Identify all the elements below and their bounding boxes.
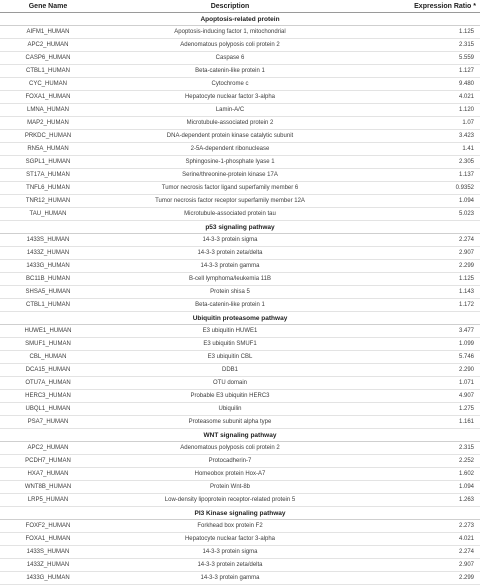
header-description: Description bbox=[96, 0, 364, 13]
table-row bbox=[0, 338, 480, 351]
table-row bbox=[0, 533, 480, 546]
table-row bbox=[0, 455, 480, 468]
description-cell: E3 ubiquitin SMUF1 bbox=[96, 338, 364, 351]
gene-name-cell: RN5A_HUMAN bbox=[0, 143, 96, 156]
description-cell: 2-5A-dependent ribonuclease bbox=[96, 143, 364, 156]
expression-ratio-cell: 3.423 bbox=[364, 130, 480, 143]
gene-name-cell: PRKDC_HUMAN bbox=[0, 130, 96, 143]
description-cell: E3 ubiquitin CBL bbox=[96, 351, 364, 364]
description-cell: Protein shisa 5 bbox=[96, 286, 364, 299]
section-title: p53 signaling pathway bbox=[0, 221, 480, 234]
description-cell: Hepatocyte nuclear factor 3-alpha bbox=[96, 533, 364, 546]
gene-name-cell: TNFL6_HUMAN bbox=[0, 182, 96, 195]
expression-ratio-cell: 2.907 bbox=[364, 559, 480, 572]
table-row bbox=[0, 91, 480, 104]
table-row bbox=[0, 26, 480, 39]
expression-ratio-cell: 5.559 bbox=[364, 52, 480, 65]
table-row bbox=[0, 65, 480, 78]
description-cell: OTU domain bbox=[96, 377, 364, 390]
table-row bbox=[0, 39, 480, 52]
description-cell: Ubiquilin bbox=[96, 403, 364, 416]
description-cell: 14-3-3 protein sigma bbox=[96, 546, 364, 559]
expression-ratio-cell: 1.099 bbox=[364, 338, 480, 351]
description-cell: Low-density lipoprotein receptor-related protein 5 bbox=[96, 494, 364, 507]
table-row bbox=[0, 559, 480, 572]
table-row bbox=[0, 364, 480, 377]
description-cell: Tumor necrosis factor ligand superfamily member 6 bbox=[96, 182, 364, 195]
expression-ratio-cell: 4.907 bbox=[364, 390, 480, 403]
description-cell: Tumor necrosis factor receptor superfamily member 12A bbox=[96, 195, 364, 208]
expression-ratio-cell: 2.907 bbox=[364, 247, 480, 260]
expression-ratio-cell: 1.071 bbox=[364, 377, 480, 390]
gene-name-cell: BC11B_HUMAN bbox=[0, 273, 96, 286]
table-row bbox=[0, 273, 480, 286]
gene-name-cell: HERC3_HUMAN bbox=[0, 390, 96, 403]
table-row bbox=[0, 104, 480, 117]
expression-ratio-cell: 1.161 bbox=[364, 416, 480, 429]
table-row bbox=[0, 299, 480, 312]
gene-name-cell: 1433S_HUMAN bbox=[0, 234, 96, 247]
gene-name-cell: AIFM1_HUMAN bbox=[0, 26, 96, 39]
section-title: Apoptosis-related protein bbox=[0, 13, 480, 26]
section-title: PI3 Kinase signaling pathway bbox=[0, 507, 480, 520]
description-cell: Proteasome subunit alpha type bbox=[96, 416, 364, 429]
description-cell: E3 ubiquitin HUWE1 bbox=[96, 325, 364, 338]
gene-name-cell: FOXA1_HUMAN bbox=[0, 533, 96, 546]
header-row bbox=[0, 0, 480, 13]
expression-ratio-cell: 2.273 bbox=[364, 520, 480, 533]
expression-ratio-cell: 1.125 bbox=[364, 273, 480, 286]
description-cell: Lamin-A/C bbox=[96, 104, 364, 117]
description-cell: Adenomatous polyposis coli protein 2 bbox=[96, 442, 364, 455]
table-row bbox=[0, 130, 480, 143]
section-row bbox=[0, 13, 480, 26]
description-cell: 14-3-3 protein zeta/delta bbox=[96, 559, 364, 572]
header-gene-name: Gene Name bbox=[0, 0, 96, 13]
expression-ratio-cell: 4.021 bbox=[364, 91, 480, 104]
gene-name-cell: FOXA1_HUMAN bbox=[0, 91, 96, 104]
section-row bbox=[0, 312, 480, 325]
gene-name-cell: MAP2_HUMAN bbox=[0, 117, 96, 130]
expression-ratio-cell: 1.120 bbox=[364, 104, 480, 117]
expression-ratio-cell: 1.094 bbox=[364, 195, 480, 208]
description-cell: Probable E3 ubiquitin HERC3 bbox=[96, 390, 364, 403]
description-cell: Cytochrome c bbox=[96, 78, 364, 91]
table-row bbox=[0, 286, 480, 299]
expression-ratio-cell: 1.41 bbox=[364, 143, 480, 156]
description-cell: 14-3-3 protein zeta/delta bbox=[96, 247, 364, 260]
gene-name-cell: SMUF1_HUMAN bbox=[0, 338, 96, 351]
section-title: Ubiquitin proteasome pathway bbox=[0, 312, 480, 325]
gene-name-cell: CASP6_HUMAN bbox=[0, 52, 96, 65]
gene-name-cell: 1433Z_HUMAN bbox=[0, 559, 96, 572]
table-row bbox=[0, 260, 480, 273]
description-cell: Homeobox protein Hox-A7 bbox=[96, 468, 364, 481]
gene-name-cell: HUWE1_HUMAN bbox=[0, 325, 96, 338]
table-row bbox=[0, 572, 480, 585]
expression-ratio-cell: 1.172 bbox=[364, 299, 480, 312]
table-row bbox=[0, 78, 480, 91]
expression-ratio-cell: 2.315 bbox=[364, 39, 480, 52]
expression-ratio-cell: 1.143 bbox=[364, 286, 480, 299]
gene-name-cell: PCDH7_HUMAN bbox=[0, 455, 96, 468]
description-cell: Caspase 6 bbox=[96, 52, 364, 65]
gene-name-cell: 1433G_HUMAN bbox=[0, 260, 96, 273]
description-cell: Protocadherin-7 bbox=[96, 455, 364, 468]
expression-ratio-cell: 1.275 bbox=[364, 403, 480, 416]
table-row bbox=[0, 117, 480, 130]
description-cell: 14-3-3 protein gamma bbox=[96, 260, 364, 273]
table-row bbox=[0, 351, 480, 364]
expression-ratio-cell: 9.480 bbox=[364, 78, 480, 91]
table-row bbox=[0, 377, 480, 390]
description-cell: Hepatocyte nuclear factor 3-alpha bbox=[96, 91, 364, 104]
gene-name-cell: OTU7A_HUMAN bbox=[0, 377, 96, 390]
description-cell: Beta-catenin-like protein 1 bbox=[96, 299, 364, 312]
gene-name-cell: SGPL1_HUMAN bbox=[0, 156, 96, 169]
gene-name-cell: TAU_HUMAN bbox=[0, 208, 96, 221]
table-row bbox=[0, 403, 480, 416]
expression-ratio-cell: 5.746 bbox=[364, 351, 480, 364]
description-cell: Serine/threonine-protein kinase 17A bbox=[96, 169, 364, 182]
expression-ratio-cell: 1.127 bbox=[364, 65, 480, 78]
table-row bbox=[0, 208, 480, 221]
gene-name-cell: ST17A_HUMAN bbox=[0, 169, 96, 182]
expression-ratio-cell: 2.274 bbox=[364, 234, 480, 247]
expression-ratio-cell: 2.315 bbox=[364, 442, 480, 455]
gene-name-cell: HXA7_HUMAN bbox=[0, 468, 96, 481]
expression-ratio-cell: 3.477 bbox=[364, 325, 480, 338]
description-cell: Apoptosis-inducing factor 1, mitochondrial bbox=[96, 26, 364, 39]
table-row bbox=[0, 468, 480, 481]
description-cell: DNA-dependent protein kinase catalytic subunit bbox=[96, 130, 364, 143]
table-row bbox=[0, 169, 480, 182]
description-cell: 14-3-3 protein sigma bbox=[96, 234, 364, 247]
gene-name-cell: CBL_HUMAN bbox=[0, 351, 96, 364]
description-cell: Beta-catenin-like protein 1 bbox=[96, 65, 364, 78]
gene-name-cell: CTBL1_HUMAN bbox=[0, 65, 96, 78]
table-row bbox=[0, 234, 480, 247]
table-row bbox=[0, 390, 480, 403]
table-row bbox=[0, 182, 480, 195]
table-body bbox=[0, 13, 480, 585]
gene-name-cell: 1433Z_HUMAN bbox=[0, 247, 96, 260]
gene-name-cell: FOXF2_HUMAN bbox=[0, 520, 96, 533]
gene-name-cell: APC2_HUMAN bbox=[0, 39, 96, 52]
section-row bbox=[0, 429, 480, 442]
description-cell: Microtubule-associated protein tau bbox=[96, 208, 364, 221]
gene-name-cell: LRP5_HUMAN bbox=[0, 494, 96, 507]
table-row bbox=[0, 52, 480, 65]
expression-ratio-cell: 2.290 bbox=[364, 364, 480, 377]
description-cell: Sphingosine-1-phosphate lyase 1 bbox=[96, 156, 364, 169]
header-expression-ratio: Expression Ratio * bbox=[364, 0, 480, 13]
section-row bbox=[0, 221, 480, 234]
expression-ratio-cell: 1.263 bbox=[364, 494, 480, 507]
expression-ratio-cell: 5.023 bbox=[364, 208, 480, 221]
expression-ratio-cell: 1.07 bbox=[364, 117, 480, 130]
section-row bbox=[0, 507, 480, 520]
expression-ratio-cell: 2.299 bbox=[364, 572, 480, 585]
gene-name-cell: PSA7_HUMAN bbox=[0, 416, 96, 429]
gene-name-cell: SHSA5_HUMAN bbox=[0, 286, 96, 299]
gene-name-cell: WNT8B_HUMAN bbox=[0, 481, 96, 494]
expression-ratio-cell: 0.9352 bbox=[364, 182, 480, 195]
gene-name-cell: 1433S_HUMAN bbox=[0, 546, 96, 559]
table-row bbox=[0, 195, 480, 208]
expression-ratio-cell: 4.021 bbox=[364, 533, 480, 546]
expression-ratio-cell: 2.252 bbox=[364, 455, 480, 468]
gene-name-cell: 1433G_HUMAN bbox=[0, 572, 96, 585]
description-cell: 14-3-3 protein gamma bbox=[96, 572, 364, 585]
expression-ratio-cell: 2.305 bbox=[364, 156, 480, 169]
expression-ratio-cell: 1.602 bbox=[364, 468, 480, 481]
table-row bbox=[0, 546, 480, 559]
expression-ratio-cell: 2.274 bbox=[364, 546, 480, 559]
section-title: WNT signaling pathway bbox=[0, 429, 480, 442]
expression-ratio-cell: 1.094 bbox=[364, 481, 480, 494]
gene-name-cell: LMNA_HUMAN bbox=[0, 104, 96, 117]
gene-name-cell: TNR12_HUMAN bbox=[0, 195, 96, 208]
table-row bbox=[0, 247, 480, 260]
expression-ratio-cell: 2.299 bbox=[364, 260, 480, 273]
description-cell: B-cell lymphoma/leukemia 11B bbox=[96, 273, 364, 286]
gene-name-cell: DCA15_HUMAN bbox=[0, 364, 96, 377]
description-cell: Microtubule-associated protein 2 bbox=[96, 117, 364, 130]
description-cell: Adenomatous polyposis coli protein 2 bbox=[96, 39, 364, 52]
table-row bbox=[0, 325, 480, 338]
gene-name-cell: UBQL1_HUMAN bbox=[0, 403, 96, 416]
table-row bbox=[0, 442, 480, 455]
gene-name-cell: CYC_HUMAN bbox=[0, 78, 96, 91]
description-cell: Forkhead box protein F2 bbox=[96, 520, 364, 533]
table-row bbox=[0, 494, 480, 507]
gene-name-cell: CTBL1_HUMAN bbox=[0, 299, 96, 312]
table-row bbox=[0, 156, 480, 169]
table-row bbox=[0, 143, 480, 156]
table-header bbox=[0, 0, 480, 13]
expression-ratio-cell: 1.137 bbox=[364, 169, 480, 182]
description-cell: Protein Wnt-8b bbox=[96, 481, 364, 494]
expression-ratio-cell: 1.125 bbox=[364, 26, 480, 39]
table-row bbox=[0, 416, 480, 429]
description-cell: DDB1 bbox=[96, 364, 364, 377]
gene-name-cell: APC2_HUMAN bbox=[0, 442, 96, 455]
table-row bbox=[0, 481, 480, 494]
